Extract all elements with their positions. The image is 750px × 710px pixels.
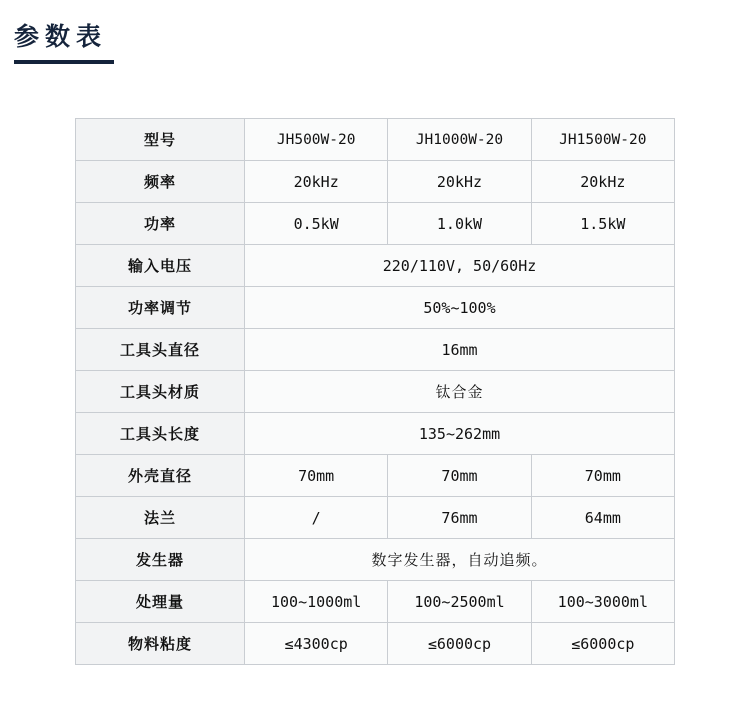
row-value: 135~262mm	[245, 413, 675, 455]
row-label: 功率	[76, 203, 245, 245]
table-row	[76, 329, 675, 371]
row-value: JH1000W-20	[388, 119, 531, 161]
table-row	[76, 371, 675, 413]
table-row	[76, 623, 675, 665]
row-value: /	[245, 497, 388, 539]
row-label: 法兰	[76, 497, 245, 539]
row-label: 外壳直径	[76, 455, 245, 497]
row-value: 50%~100%	[245, 287, 675, 329]
row-value: 70mm	[245, 455, 388, 497]
row-value: ≤6000cp	[531, 623, 674, 665]
row-value: 1.0kW	[388, 203, 531, 245]
table-row	[76, 413, 675, 455]
row-label: 处理量	[76, 581, 245, 623]
row-value: 数字发生器，自动追频。	[245, 539, 675, 581]
row-label: 工具头直径	[76, 329, 245, 371]
row-label: 发生器	[76, 539, 245, 581]
row-value: JH1500W-20	[531, 119, 674, 161]
row-label: 型号	[76, 119, 245, 161]
row-value: 100~2500ml	[388, 581, 531, 623]
row-label: 频率	[76, 161, 245, 203]
row-value: 16mm	[245, 329, 675, 371]
row-value: 70mm	[531, 455, 674, 497]
table-row	[76, 455, 675, 497]
row-value: JH500W-20	[245, 119, 388, 161]
row-value: 1.5kW	[531, 203, 674, 245]
spec-table	[75, 118, 675, 665]
row-label: 物料粘度	[76, 623, 245, 665]
row-value: 100~1000ml	[245, 581, 388, 623]
page-title: 参数表	[14, 22, 108, 51]
row-value: 0.5kW	[245, 203, 388, 245]
table-row	[76, 287, 675, 329]
table-row	[76, 581, 675, 623]
table-row	[76, 161, 675, 203]
row-value: 20kHz	[388, 161, 531, 203]
table-row	[76, 539, 675, 581]
table-row	[76, 203, 675, 245]
table-row	[76, 497, 675, 539]
row-value: 220/110V, 50/60Hz	[245, 245, 675, 287]
row-value: ≤4300cp	[245, 623, 388, 665]
title-underline	[14, 60, 114, 64]
row-value: 钛合金	[245, 371, 675, 413]
page-title-block	[14, 20, 114, 64]
spec-table-wrapper	[75, 118, 675, 665]
row-label: 工具头长度	[76, 413, 245, 455]
table-row	[76, 245, 675, 287]
row-label: 功率调节	[76, 287, 245, 329]
row-value: 20kHz	[245, 161, 388, 203]
row-value: 20kHz	[531, 161, 674, 203]
row-value: 100~3000ml	[531, 581, 674, 623]
row-value: ≤6000cp	[388, 623, 531, 665]
row-label: 工具头材质	[76, 371, 245, 413]
row-value: 76mm	[388, 497, 531, 539]
spec-table-body	[76, 119, 675, 665]
row-label: 输入电压	[76, 245, 245, 287]
row-value: 64mm	[531, 497, 674, 539]
table-row	[76, 119, 675, 161]
row-value: 70mm	[388, 455, 531, 497]
